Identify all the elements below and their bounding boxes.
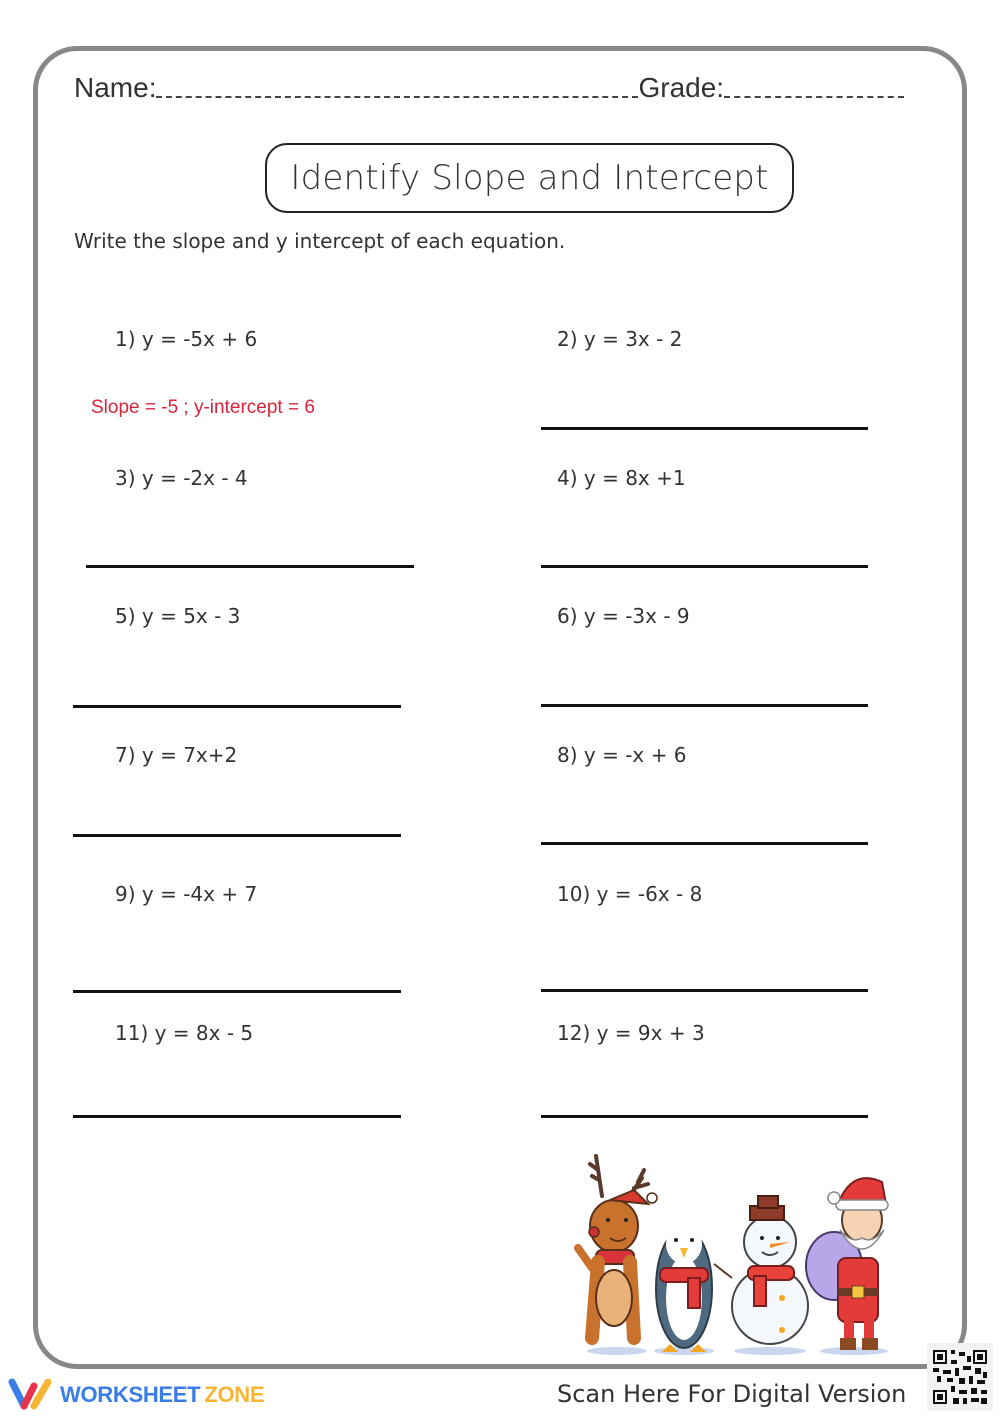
penguin-icon — [656, 1224, 712, 1352]
answer-line-10[interactable] — [541, 989, 868, 992]
reindeer-icon — [578, 1156, 657, 1338]
problem-10: 10) y = -6x - 8 — [557, 882, 703, 906]
answer-line-7[interactable] — [73, 834, 401, 837]
answer-line-3[interactable] — [86, 565, 414, 568]
problem-9: 9) y = -4x + 7 — [115, 882, 258, 906]
problem-8: 8) y = -x + 6 — [557, 743, 687, 767]
name-field[interactable] — [156, 70, 638, 98]
answer-line-5[interactable] — [73, 705, 401, 708]
problem-6: 6) y = -3x - 9 — [557, 604, 690, 628]
scan-prompt: Scan Here For Digital Version — [557, 1380, 907, 1408]
brand-name: WORKSHEET ZONE — [60, 1382, 265, 1407]
answer-line-9[interactable] — [73, 990, 401, 993]
problem-2: 2) y = 3x - 2 — [557, 327, 683, 351]
problem-1: 1) y = -5x + 6 — [115, 327, 258, 351]
problem-11: 11) y = 8x - 5 — [115, 1021, 254, 1045]
answer-line-6[interactable] — [541, 704, 868, 707]
qr-code[interactable] — [927, 1343, 993, 1411]
christmas-characters-illustration — [572, 1148, 902, 1356]
worksheet-zone-logo[interactable] — [8, 1378, 264, 1412]
answer-line-4[interactable] — [541, 565, 868, 568]
problem-5: 5) y = 5x - 3 — [115, 604, 241, 628]
problem-7: 7) y = 7x+2 — [115, 743, 238, 767]
problem-12: 12) y = 9x + 3 — [557, 1021, 705, 1045]
answer-line-8[interactable] — [541, 842, 868, 845]
worksheet-title: Identify Slope and Intercept — [265, 143, 794, 213]
name-label: Name: — [74, 72, 157, 103]
problem-3: 3) y = -2x - 4 — [115, 466, 248, 490]
sample-answer: Slope = -5 ; y-intercept = 6 — [91, 397, 315, 418]
name-grade-row — [74, 70, 924, 108]
instructions: Write the slope and y intercept of each equation. — [74, 229, 566, 253]
answer-line-2[interactable] — [541, 427, 868, 430]
answer-line-12[interactable] — [541, 1115, 868, 1118]
santa-icon — [806, 1178, 888, 1350]
answer-line-11[interactable] — [73, 1115, 401, 1118]
brand-w-icon — [8, 1378, 54, 1412]
qr-code-icon — [931, 1348, 989, 1406]
grade-label: Grade: — [638, 72, 725, 103]
grade-field[interactable] — [724, 70, 904, 98]
problem-4: 4) y = 8x +1 — [557, 466, 686, 490]
